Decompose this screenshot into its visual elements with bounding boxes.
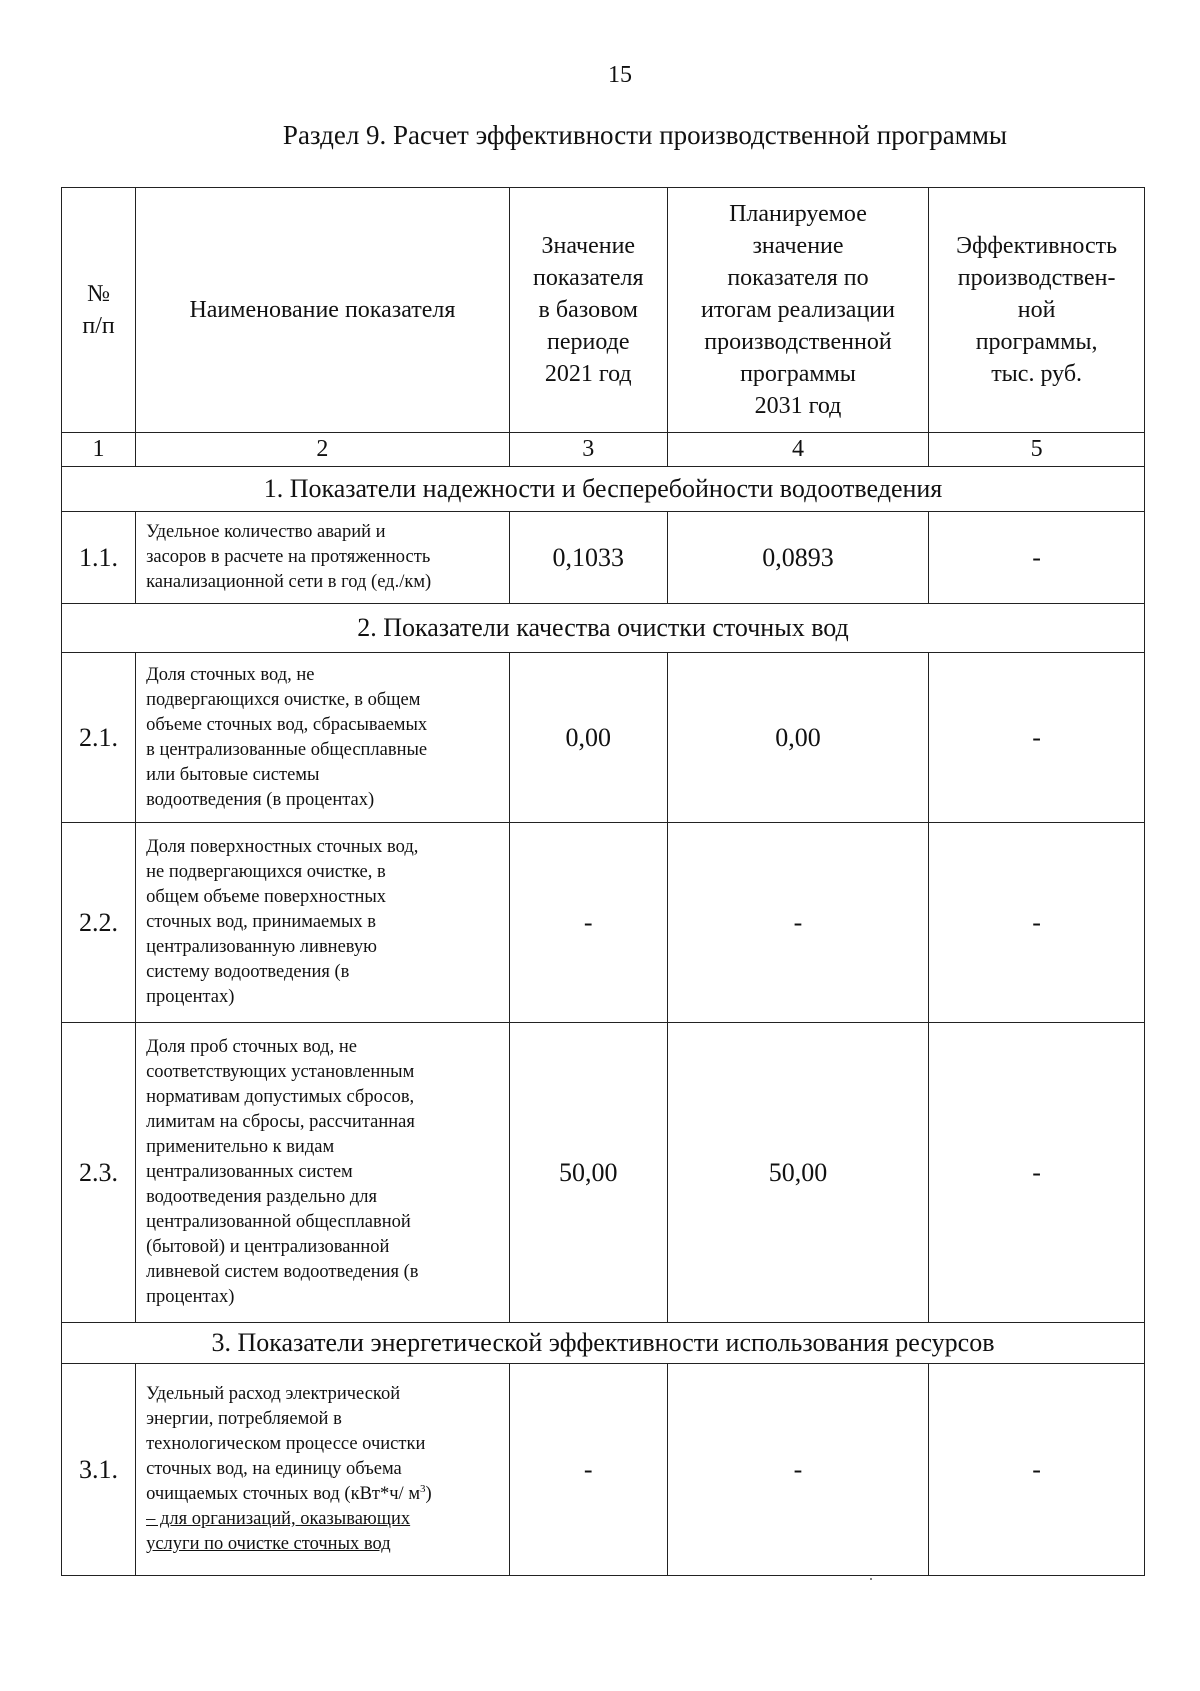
column-number: 5 xyxy=(929,433,1145,467)
efficiency-value: - xyxy=(929,512,1145,604)
section-title: Раздел 9. Расчет эффективности производственной программы xyxy=(282,120,1008,150)
planned-value: - xyxy=(667,823,928,1023)
row-number: 2.3. xyxy=(62,1023,136,1323)
base-value: 50,00 xyxy=(509,1023,667,1323)
planned-value: 0,0893 xyxy=(667,512,928,604)
base-value: 0,1033 xyxy=(509,512,667,604)
section-heading-row xyxy=(62,604,1145,653)
indicator-name: Удельный расход электрической энергии, потребляемой в технологическом процессе очистки сточных вод, на единицу объема очищаемых сточных вод (кВт*ч/ $м^3$) – для организаций, оказывающих услуги по очистке сточных вод xyxy=(136,1364,510,1576)
organization-note: – для организаций, оказывающих xyxy=(146,1509,411,1529)
header-efficiency: Эффективность производствен- ной программы, тыс. руб. xyxy=(929,188,1145,433)
table-row xyxy=(62,1023,1145,1323)
indicator-name: Доля сточных вод, не подвергающихся очистке, в общем объеме сточных вод, сбрасываемых в централизованные общесплавные или бытовые системы водоотведения (в процентах) xyxy=(136,653,510,823)
section-heading: 3. Показатели энергетической эффективности использования ресурсов xyxy=(62,1323,1145,1364)
row-number: 3.1. xyxy=(62,1364,136,1576)
organization-note: услуги по очистке сточных вод xyxy=(146,1534,391,1554)
efficiency-value: - xyxy=(929,1023,1145,1323)
base-value: - xyxy=(509,1364,667,1576)
planned-value: - xyxy=(667,1364,928,1576)
header-base-value: Значение показателя в базовом периоде 2021 год xyxy=(509,188,667,433)
header-num: № п/п xyxy=(62,188,136,433)
page-number: 15 xyxy=(608,62,632,88)
section-heading: 2. Показатели качества очистки сточных вод xyxy=(62,604,1145,653)
efficiency-value: - xyxy=(929,653,1145,823)
row-number: 2.1. xyxy=(62,653,136,823)
column-number-row xyxy=(62,433,1145,467)
planned-value: 0,00 xyxy=(667,653,928,823)
column-number: 3 xyxy=(509,433,667,467)
efficiency-table xyxy=(61,187,1145,1576)
table-header-row xyxy=(62,188,1145,433)
header-name: Наименование показателя xyxy=(136,188,510,433)
section-heading: 1. Показатели надежности и бесперебойности водоотведения xyxy=(62,467,1145,512)
indicator-name: Доля поверхностных сточных вод, не подвергающихся очистке, в общем объеме поверхностных сточных вод, принимаемых в централизованную ливневую систему водоотведения (в процентах) xyxy=(136,823,510,1023)
column-number: 1 xyxy=(62,433,136,467)
planned-value: 50,00 xyxy=(667,1023,928,1323)
column-number: 2 xyxy=(136,433,510,467)
efficiency-value: - xyxy=(929,1364,1145,1576)
efficiency-value: - xyxy=(929,823,1145,1023)
table-row xyxy=(62,653,1145,823)
row-number: 1.1. xyxy=(62,512,136,604)
indicator-name: Удельное количество аварий и засоров в расчете на протяженность канализационной сети в год (ед./км) xyxy=(136,512,510,604)
column-number: 4 xyxy=(667,433,928,467)
base-value: 0,00 xyxy=(509,653,667,823)
base-value: - xyxy=(509,823,667,1023)
table-row xyxy=(62,823,1145,1023)
table-row xyxy=(62,1364,1145,1576)
section-heading-row xyxy=(62,1323,1145,1364)
section-heading-row xyxy=(62,467,1145,512)
row-number: 2.2. xyxy=(62,823,136,1023)
indicator-name: Доля проб сточных вод, не соответствующих установленным нормативам допустимых сбросов, лимитам на сбросы, рассчитанная применительно к видам централизованных систем водоотведения раздельно для централизованной общесплавной (бытовой) и централизованной ливневой систем водоотведения (в процентах) xyxy=(136,1023,510,1323)
table-row xyxy=(62,512,1145,604)
header-planned-value: Планируемое значение показателя по итогам реализации производственной программы 2031 год xyxy=(667,188,928,433)
scan-speck xyxy=(870,1578,872,1580)
